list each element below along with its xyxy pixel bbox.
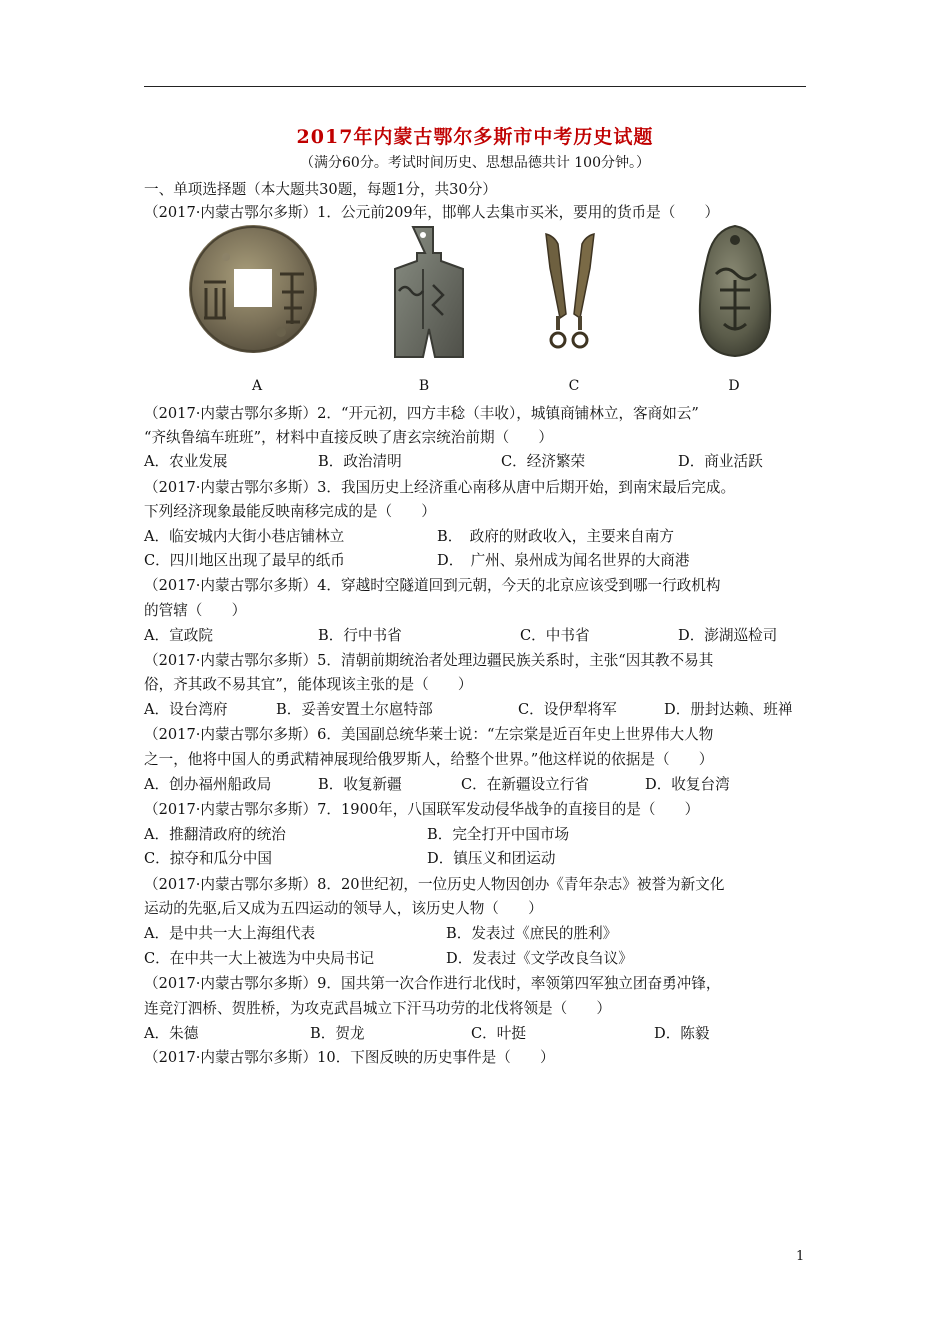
q7-option-d: D．镇压义和团运动 <box>427 850 556 867</box>
q8-line1: （2017·内蒙古鄂尔多斯）8．20世纪初，一位历史人物因创办《青年杂志》被誉为新文化 <box>144 876 725 893</box>
exam-subtitle: （满分60分。考试时间历史、思想品德共计 100分钟。） <box>300 155 650 171</box>
q4-option-a: A．宣政院 <box>144 627 213 644</box>
q3-line2: 下列经济现象最能反映南移完成的是（ ） <box>144 503 436 520</box>
q9-line1: （2017·内蒙古鄂尔多斯）9．国共第一次合作进行北伐时，率领第四军独立团奋勇冲锋， <box>144 975 721 992</box>
q6-option-b: B．收复新疆 <box>318 776 402 793</box>
header-rule <box>144 86 806 87</box>
q2-line1: （2017·内蒙古鄂尔多斯）2．“开元初，四方丰稔（丰收），城镇商铺林立，客商如云” <box>144 405 699 422</box>
q1-label-d: D <box>728 378 740 394</box>
q9-option-b: B．贺龙 <box>310 1025 365 1042</box>
q8-option-c: C．在中共一大上被选为中央局书记 <box>144 950 375 967</box>
q2-option-b: B．政治清明 <box>318 453 402 470</box>
q8-line2: 运动的先驱,后又成为五四运动的领导人，该历史人物（ ） <box>144 900 543 917</box>
q8-option-a: A．是中共一大上海组代表 <box>144 925 316 942</box>
ant-nose-coin-image <box>694 224 776 358</box>
q3-line1: （2017·内蒙古鄂尔多斯）3．我国历史上经济重心南移从唐中后期开始，到南宋最后完成。 <box>144 479 736 496</box>
q6-line2: 之一，他将中国人的勇武精神展现给俄罗斯人，给整个世界。”他这样说的依据是（ ） <box>144 751 714 768</box>
q9-option-a: A．朱德 <box>144 1025 199 1042</box>
q9-line2: 连竞汀泗桥、贺胜桥，为攻克武昌城立下汗马功劳的北伐将领是（ ） <box>144 1000 612 1017</box>
q6-option-a: A．创办福州船政局 <box>144 776 272 793</box>
q10-line1: （2017·内蒙古鄂尔多斯）10．下图反映的历史事件是（ ） <box>144 1049 555 1066</box>
q1-label-b: B <box>418 378 430 394</box>
q5-option-a: A．设台湾府 <box>144 701 228 718</box>
q6-line1: （2017·内蒙古鄂尔多斯）6．美国副总统华莱士说：“左宗棠是近百年史上世界伟大人物 <box>144 726 714 743</box>
q1-label-c: C <box>568 378 580 394</box>
q3-option-b: B． 政府的财政收入，主要来自南方 <box>437 528 674 545</box>
q7-line1: （2017·内蒙古鄂尔多斯）7．1900年，八国联军发动侵华战争的直接目的是（ ） <box>144 801 700 818</box>
q6-option-d: D．收复台湾 <box>645 776 730 793</box>
q5-option-d: D．册封达赖、班禅 <box>664 701 793 718</box>
q1-stem: （2017·内蒙古鄂尔多斯）1．公元前209年，邯郸人去集市买米，要用的货币是（ ） <box>144 204 720 221</box>
q9-option-c: C．叶挺 <box>471 1025 526 1042</box>
q4-option-d: D．澎湖巡检司 <box>678 627 778 644</box>
q3-option-a: A．临安城内大街小巷店铺林立 <box>144 528 345 545</box>
q3-option-c: C．四川地区出现了最早的纸币 <box>144 552 345 569</box>
q1-label-a: A <box>251 378 263 394</box>
q7-option-a: A．推翻清政府的统治 <box>144 826 286 843</box>
q2-option-d: D．商业活跃 <box>678 453 763 470</box>
page-number: 1 <box>796 1249 805 1264</box>
q4-option-b: B．行中书省 <box>318 627 402 644</box>
q5-option-c: C．设伊犁将军 <box>518 701 617 718</box>
q4-option-c: C．中书省 <box>520 627 590 644</box>
q2-option-c: C．经济繁荣 <box>501 453 586 470</box>
q5-option-b: B．妥善安置土尔扈特部 <box>276 701 433 718</box>
exam-title: 2017年内蒙古鄂尔多斯市中考历史试题 <box>296 126 654 148</box>
q8-option-d: D．发表过《文学改良刍议》 <box>446 950 633 967</box>
q4-line2: 的管辖（ ） <box>144 602 247 619</box>
spade-coin-image <box>377 225 469 360</box>
round-coin-image <box>186 222 320 356</box>
q9-option-d: D．陈毅 <box>654 1025 710 1042</box>
q5-line1: （2017·内蒙古鄂尔多斯）5．清朝前期统治者处理边疆民族关系时，主张“因其教不易其 <box>144 652 714 669</box>
q3-option-d: D． 广州、泉州成为闻名世界的大商港 <box>437 552 690 569</box>
q4-line1: （2017·内蒙古鄂尔多斯）4．穿越时空隧道回到元朝，今天的北京应该受到哪一行政机构 <box>144 577 721 594</box>
knife-coin-image <box>536 230 608 356</box>
section-heading: 一、单项选择题（本大题共30题，每题1分，共30分） <box>144 181 497 198</box>
q5-line2: 俗，齐其政不易其宜”，能体现该主张的是（ ） <box>144 676 473 693</box>
q6-option-c: C．在新疆设立行省 <box>461 776 589 793</box>
q2-line2: “齐纨鲁缟车班班”，材料中直接反映了唐玄宗统治前期（ ） <box>144 429 553 446</box>
q7-option-b: B．完全打开中国市场 <box>427 826 570 843</box>
q2-option-a: A．农业发展 <box>144 453 228 470</box>
q7-option-c: C．掠夺和瓜分中国 <box>144 850 272 867</box>
q8-option-b: B．发表过《庶民的胜利》 <box>446 925 618 942</box>
